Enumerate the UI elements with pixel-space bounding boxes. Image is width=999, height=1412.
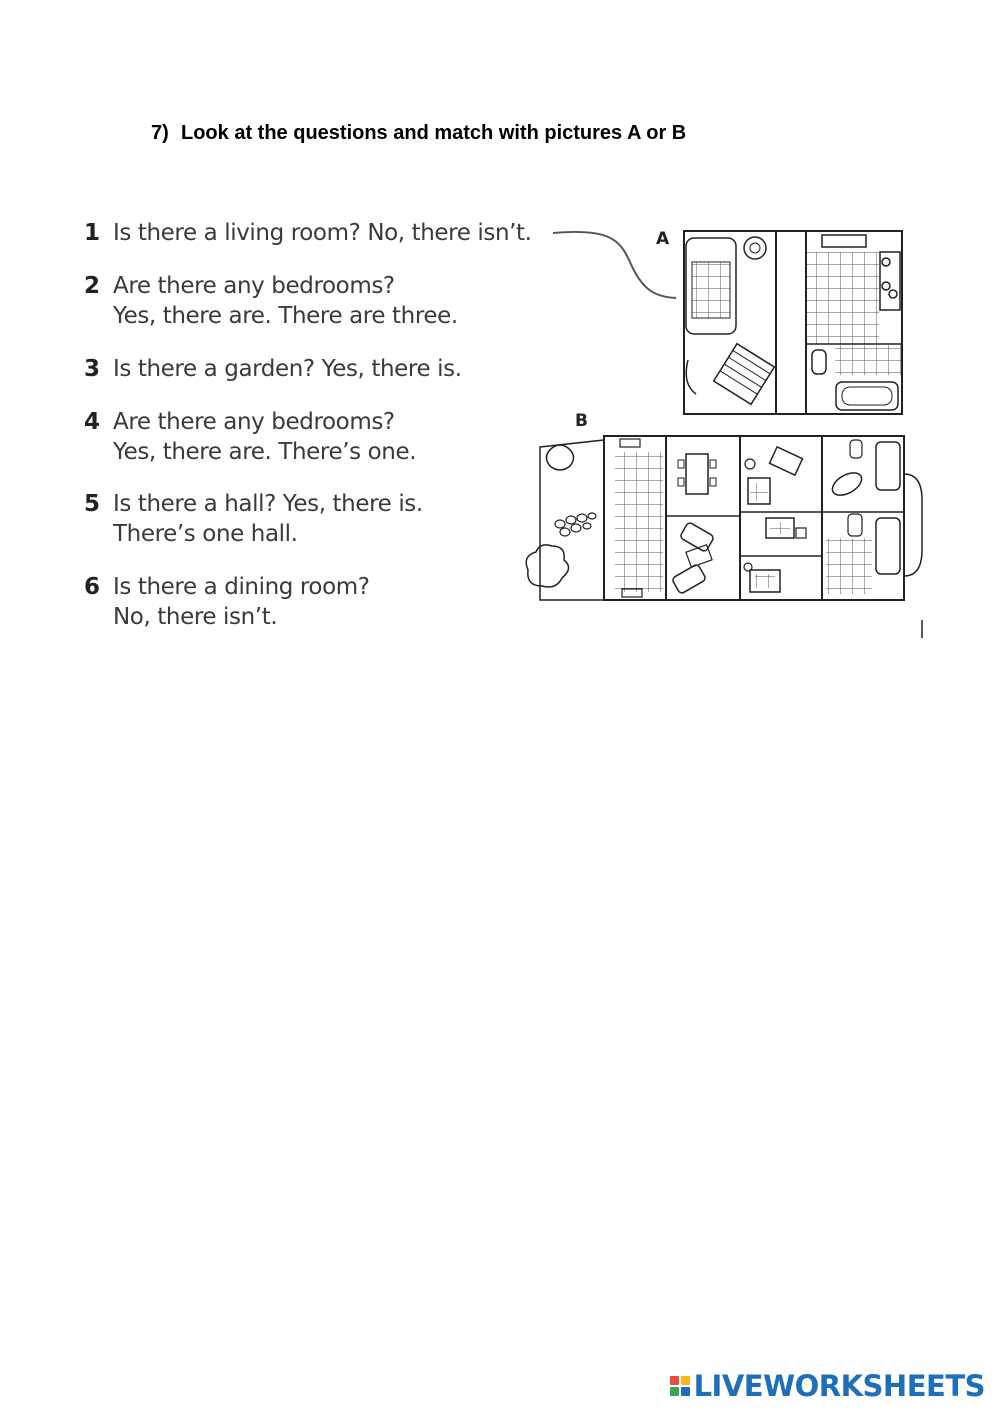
exercise-number: 7) [151,122,169,144]
picture-a-label: A [656,229,670,249]
answer-text: No, there isn’t. [113,604,278,630]
answer-text: Yes, there are. There are three. [113,303,458,329]
liveworksheets-icon [670,1376,690,1396]
question-text: Is there a dining room? [113,574,370,600]
floor-plans-illustration [0,0,999,700]
floor-plan-a [684,231,902,414]
brand-name: LIVEWORKSHEETS [693,1369,985,1403]
question-text: Is there a hall? Yes, there is. [113,491,423,517]
question-text: Is there a living room? No, there isn’t. [113,220,532,246]
question-number: 3 [84,356,100,382]
question-number: 1 [84,220,100,246]
picture-b-label: B [575,411,588,431]
instruction-text: Look at the questions and match with pictures A or B [181,122,687,144]
floor-plan-b [526,436,922,638]
match-connector-line [553,232,676,298]
question-text: Are there any bedrooms? [113,273,395,299]
question-number: 5 [84,491,100,517]
question-number: 6 [84,574,100,600]
liveworksheets-logo [670,1369,985,1403]
question-number: 4 [84,409,100,435]
answer-text: There’s one hall. [113,521,298,547]
answer-text: Yes, there are. There’s one. [113,439,417,465]
question-text: Are there any bedrooms? [113,409,395,435]
question-text: Is there a garden? Yes, there is. [113,356,462,382]
question-number: 2 [84,273,100,299]
